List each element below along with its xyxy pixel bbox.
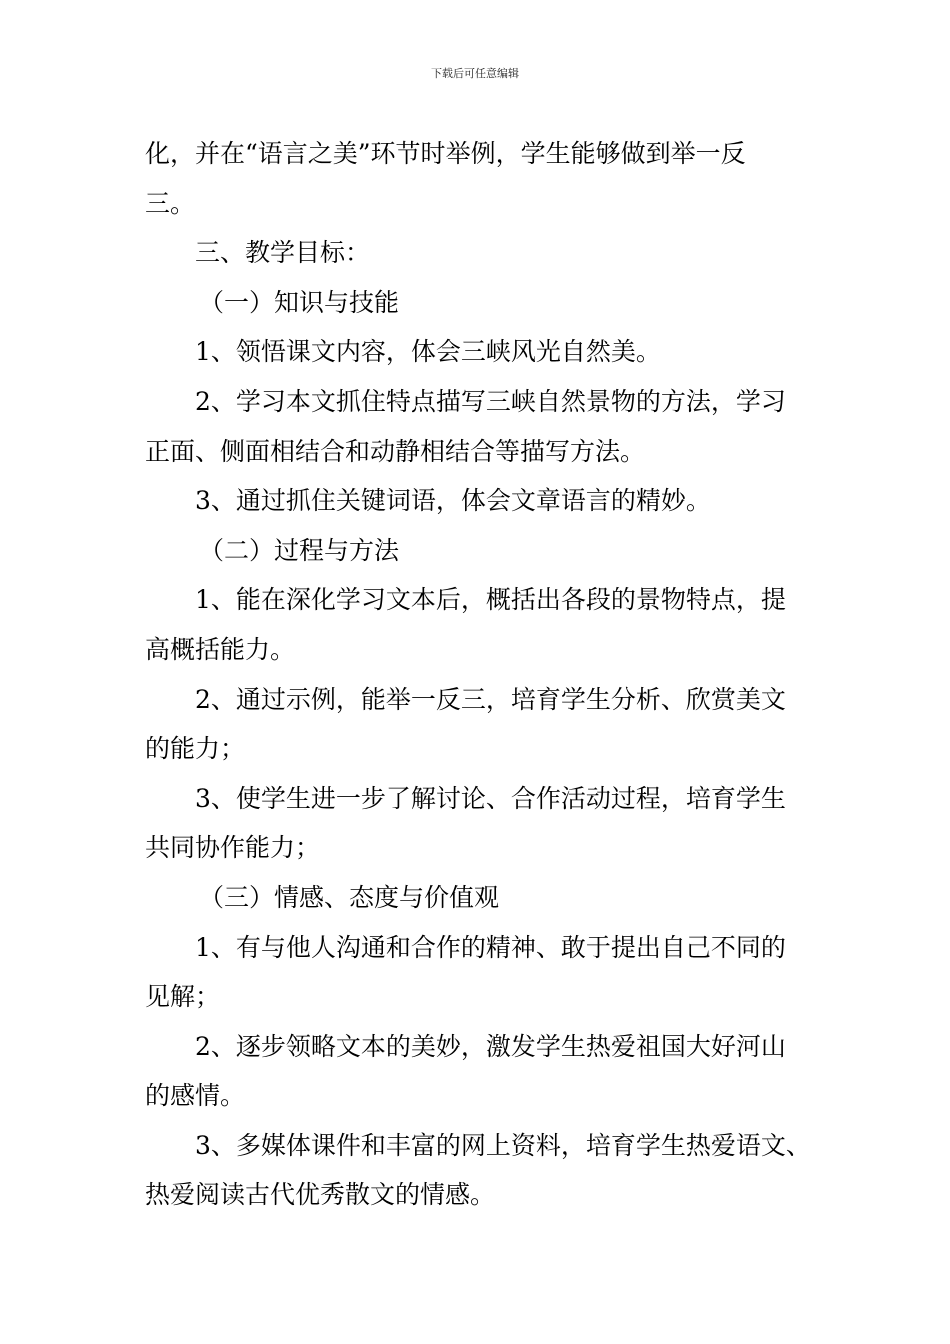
subsection-heading: （一）知识与技能 [199, 287, 400, 317]
list-item: 2、通过示例，能举一反三，培育学生分析、欣赏美文 [195, 684, 786, 714]
list-item-continuation: 高概括能力。 [145, 634, 296, 664]
page-header: 下载后可任意编辑 [431, 67, 519, 80]
paragraph-line: 化，并在“语言之美”环节时举例，学生能够做到举一反 [145, 139, 746, 168]
subsection-heading: （三）情感、态度与价值观 [199, 882, 500, 912]
list-item: 1、有与他人沟通和合作的精神、敢于提出自己不同的 [195, 932, 786, 962]
list-item: 1、能在深化学习文本后，概括出各段的景物特点，提 [195, 585, 786, 615]
list-item-continuation: 共同协作能力； [145, 833, 321, 863]
list-item: 2、逐步领略文本的美妙，激发学生热爱祖国大好河山 [195, 1031, 786, 1061]
list-item: 2、学习本文抓住特点描写三峡自然景物的方法，学习 [195, 386, 786, 416]
list-item-continuation: 见解； [145, 982, 221, 1012]
list-item: 3、多媒体课件和丰富的网上资料，培育学生热爱语文、 [195, 1130, 811, 1160]
list-item: 1、领悟课文内容，体会三峡风光自然美。 [195, 337, 661, 367]
list-item-continuation: 热爱阅读古代优秀散文的情感。 [145, 1180, 496, 1210]
list-item-continuation: 正面、侧面相结合和动静相结合等描写方法。 [145, 436, 646, 466]
subsection-heading: （二）过程与方法 [199, 535, 400, 565]
document-body [145, 129, 815, 1220]
list-item: 3、使学生进一步了解讨论、合作活动过程，培育学生 [195, 783, 786, 813]
paragraph-line: 三。 [145, 188, 196, 218]
list-item: 3、通过抓住关键词语，体会文章语言的精妙。 [195, 486, 711, 516]
list-item-continuation: 的能力； [145, 734, 246, 764]
section-heading: 三、教学目标： [195, 238, 371, 268]
list-item-continuation: 的感情。 [145, 1081, 246, 1111]
